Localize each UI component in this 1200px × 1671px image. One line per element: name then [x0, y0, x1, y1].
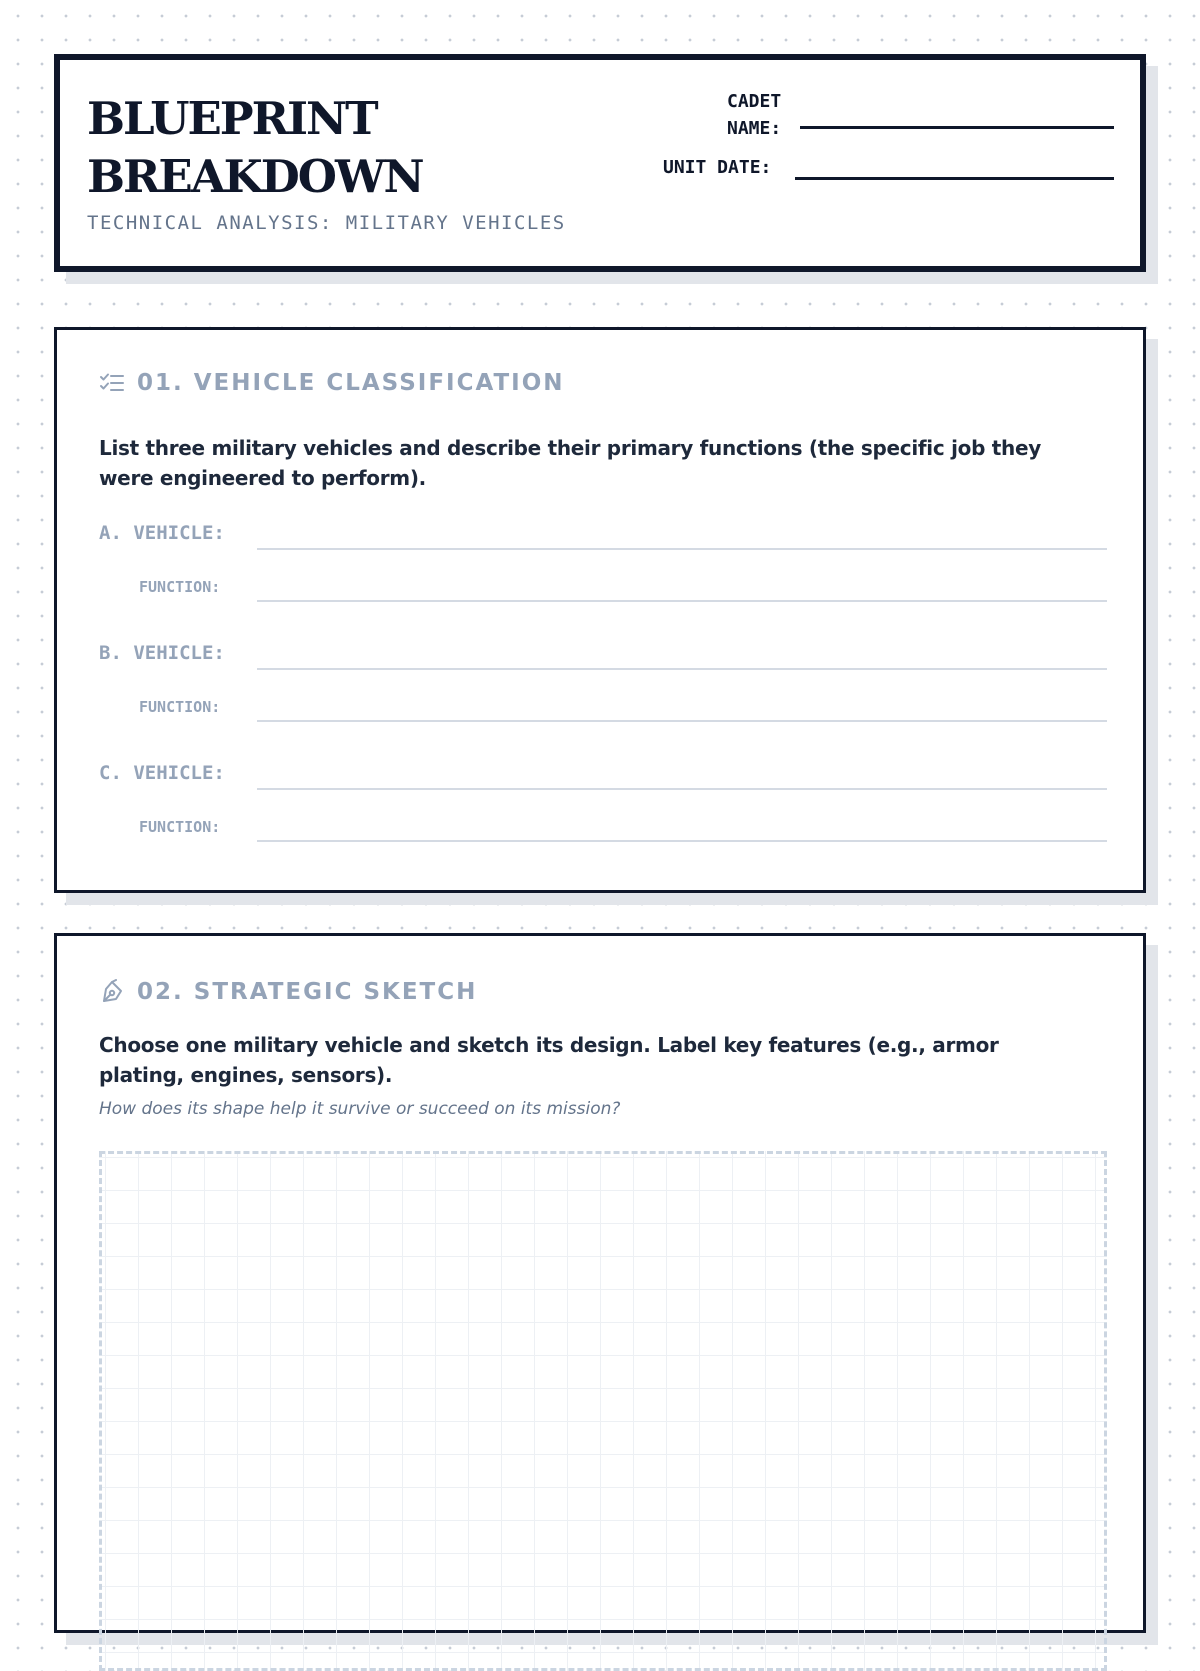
section-title: 02. STRATEGIC SKETCH [137, 979, 478, 1005]
pen-tool-icon [99, 979, 125, 1005]
vehicle-c-label: C. VEHICLE: [99, 762, 225, 784]
function-b-row [99, 682, 1107, 722]
vehicle-b-answer-line[interactable] [257, 668, 1107, 670]
section-heading [99, 979, 477, 1005]
worksheet-header [54, 54, 1146, 272]
checklist-icon [99, 370, 125, 396]
vehicle-b-label: B. VEHICLE: [99, 642, 225, 664]
vehicle-a-label: A. VEHICLE: [99, 522, 225, 544]
vehicle-a-answer-line[interactable] [257, 548, 1107, 550]
cadet-name-field[interactable] [800, 126, 1114, 129]
strategic-sketch-section [54, 933, 1146, 1633]
function-b-answer-line[interactable] [257, 720, 1107, 722]
vehicle-c-answer-line[interactable] [257, 788, 1107, 790]
cadet-name-label-line-2: NAME: [727, 118, 782, 139]
function-a-answer-line[interactable] [257, 600, 1107, 602]
cadet-name-label-line-1: CADET [727, 91, 782, 112]
sketch-area[interactable] [99, 1151, 1107, 1671]
title-block [87, 90, 566, 234]
worksheet-title-line-2: BREAKDOWN [87, 150, 423, 203]
function-c-row [99, 802, 1107, 842]
unit-date-label: UNIT DATE: [663, 157, 772, 178]
function-b-label: FUNCTION: [139, 698, 221, 716]
section-prompt: Choose one military vehicle and sketch its design. Label key features (e.g., armor plating, engines, sensors). [99, 1033, 999, 1087]
worksheet-subtitle: TECHNICAL ANALYSIS: MILITARY VEHICLES [87, 212, 566, 234]
function-a-label: FUNCTION: [139, 578, 221, 596]
function-c-answer-line[interactable] [257, 840, 1107, 842]
vehicle-c-row [99, 750, 1107, 790]
section-prompt: List three military vehicles and describe their primary functions (the specific job they were engineered to perform). [99, 436, 1041, 490]
vehicle-classification-section [54, 327, 1146, 893]
function-c-label: FUNCTION: [139, 818, 221, 836]
section-hint: How does its shape help it survive or succeed on its mission? [99, 1099, 621, 1119]
cadet-name-label [727, 88, 781, 142]
section-heading [99, 370, 565, 396]
worksheet-title-line-1: BLUEPRINT [87, 92, 377, 145]
vehicle-a-row [99, 510, 1107, 550]
vehicle-b-row [99, 630, 1107, 670]
section-title: 01. VEHICLE CLASSIFICATION [137, 370, 565, 396]
function-a-row [99, 562, 1107, 602]
unit-date-field[interactable] [795, 177, 1114, 180]
